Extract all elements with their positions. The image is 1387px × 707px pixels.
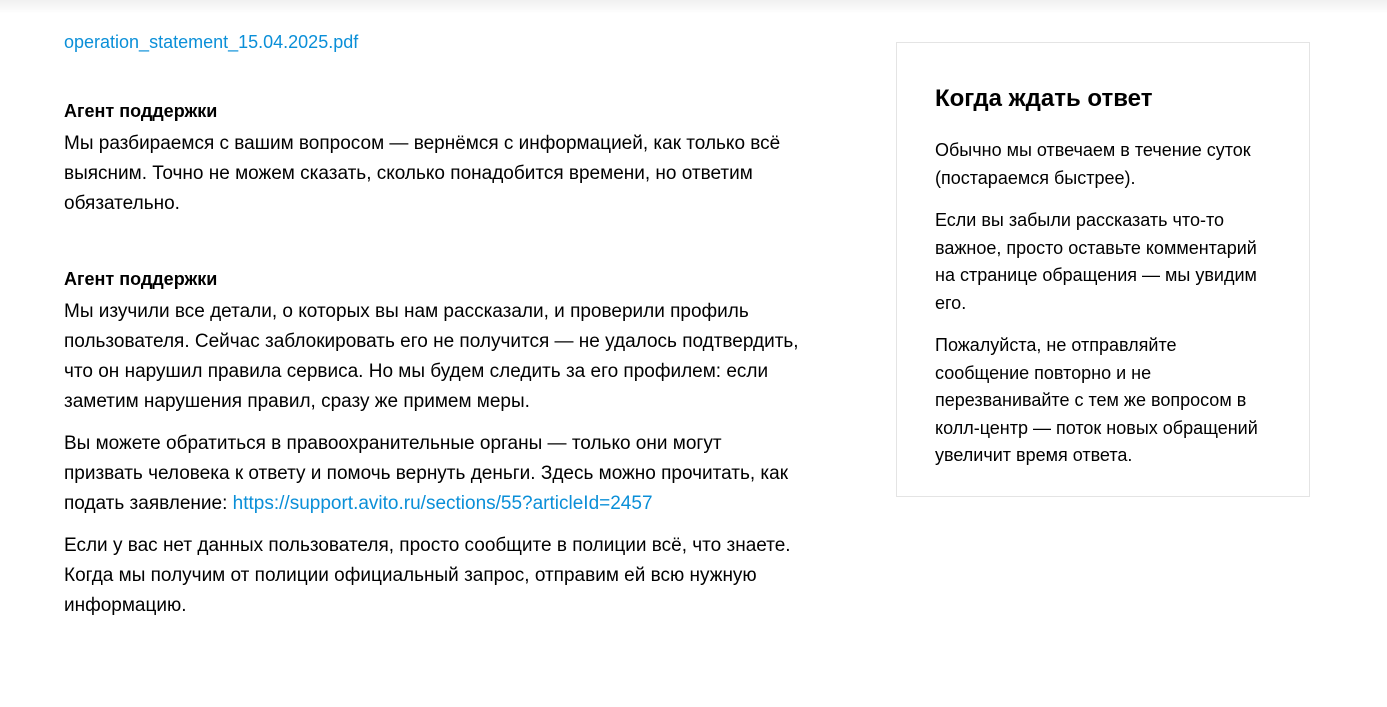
card-text: Если вы забыли рассказать что-то важное, просто оставьте комментарий на странице обращения — мы увидим его.	[935, 210, 1257, 313]
response-time-card	[896, 42, 1310, 497]
card-title: Когда ждать ответ	[935, 85, 1153, 112]
card-text: Обычно мы отвечаем в течение суток (постараемся быстрее).	[935, 140, 1251, 188]
support-article-link[interactable]: https://support.avito.ru/sections/55?articleId=2457	[232, 493, 653, 514]
top-shadow	[0, 0, 1387, 14]
message-2	[64, 267, 804, 621]
message-1	[64, 99, 804, 219]
message-text: Вы можете обратиться в правоохранительные органы — только они могут призвать человека к ответу и помочь вернуть деньги. Здесь можно прочитать, как подать заявление:	[64, 433, 789, 514]
message-author: Агент поддержки	[64, 269, 218, 289]
card-text: Пожалуйста, не отправляйте сообщение повторно и не перезванивайте с тем же вопросом в колл-центр — поток новых обращений увеличит время ответа.	[935, 335, 1258, 465]
message-text: Мы изучили все детали, о которых вы нам рассказали, и проверили профиль пользователя. Сейчас заблокировать его не получится — не удалось подтвердить, что он нарушил правила сервиса. Но мы будем следить за его профилем: если заметим нарушения правил, сразу же примем меры.	[64, 301, 799, 412]
conversation-thread	[64, 30, 804, 621]
attachment-link[interactable]: operation_statement_15.04.2025.pdf	[64, 32, 359, 52]
message-author: Агент поддержки	[64, 101, 218, 121]
message-text: Если у вас нет данных пользователя, просто сообщите в полиции всё, что знаете. Когда мы получим от полиции официальный запрос, отправим ей всю нужную информацию.	[64, 535, 791, 616]
message-text: Мы разбираемся с вашим вопросом — вернёмся с информацией, как только всё выясним. Точно не можем сказать, сколько понадобится времени, но ответим обязательно.	[64, 133, 781, 214]
message-text-with-link	[64, 429, 804, 519]
